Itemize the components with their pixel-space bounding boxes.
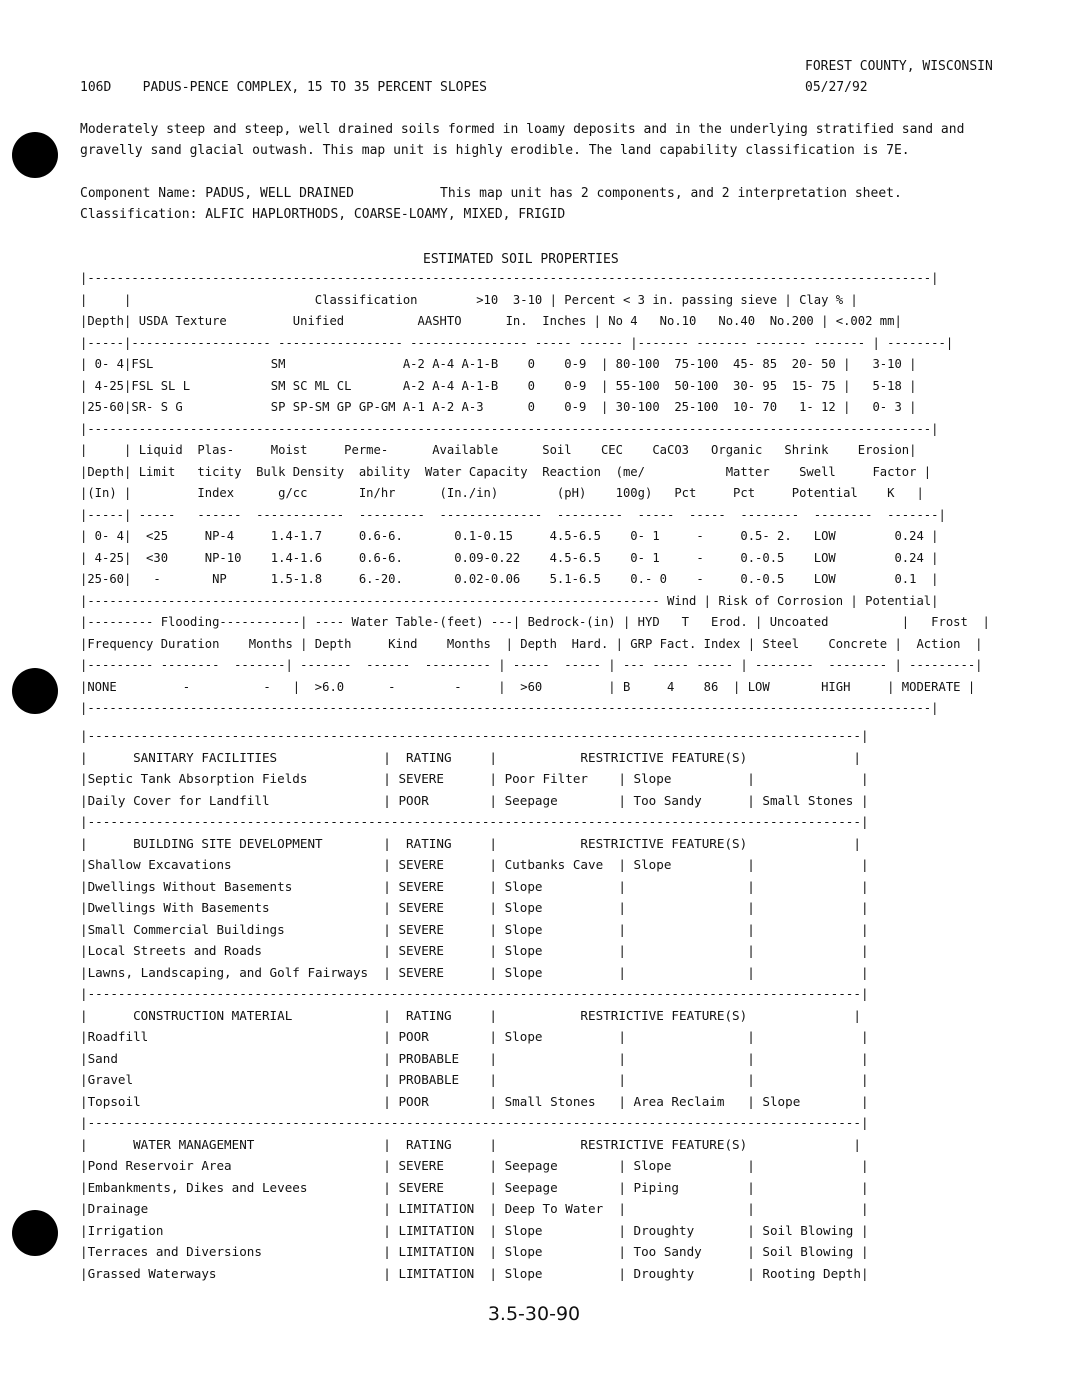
table-line: |--------- -------- -------| ------- ------ --------- | ----- ----- | --- ----- ----- | -------- -------- | ---------| xyxy=(80,658,983,672)
punch-hole xyxy=(12,668,58,714)
rating-line: |Pond Reservoir Area | SEVERE | Seepage | Slope | | xyxy=(80,1158,869,1173)
table-line: |-----|------------------- ----------------- ---------------- ----- ------ |------- ------- ------- ------- | --------| xyxy=(80,335,954,350)
table-line: |25-60| - NP 1.5-1.8 6.-20. 0.02-0.06 5.1-6.5 0.- 0 - 0.-0.5 LOW 0.1 | xyxy=(80,572,939,586)
rating-line: | SANITARY FACILITIES | RATING | RESTRICTIVE FEATURE(S) | xyxy=(80,749,861,765)
table-line: |------------------------------------------------------------------------------ Wind | Risk of Corrosion | Potential| xyxy=(80,593,939,608)
table-line: |-------------------------------------------------------------------------------------------------------------------| xyxy=(80,421,939,436)
unit-description: Moderately steep and steep, well drained soils formed in loamy deposits and in the underlying stratified sand and gravelly sand glacial outwash. This map unit is highly erodible. The land capability classification is 7E. xyxy=(80,122,965,158)
table-line: |-------------------------------------------------------------------------------------------------------------------| xyxy=(80,701,939,715)
component-info xyxy=(80,183,902,225)
rating-line: |Embankments, Dikes and Levees | SEVERE | Seepage | Piping | | xyxy=(80,1179,869,1195)
rating-line: |Septic Tank Absorption Fields | SEVERE | Poor Filter | Slope | | xyxy=(80,771,869,786)
county-date-header xyxy=(805,56,993,98)
punch-hole xyxy=(12,132,58,178)
table-line: |Frequency Duration Months | Depth Kind Months | Depth Hard. | GRP Fact. Index | Steel Concrete | Action | xyxy=(80,636,983,651)
table-line: | 4-25| <30 NP-10 1.4-1.6 0.6-6. 0.09-0.22 4.5-6.5 0- 1 - 0.-0.5 LOW 0.24 | xyxy=(80,550,939,565)
rating-line: |Roadfill | POOR | Slope | | | xyxy=(80,1029,869,1044)
rating-line: |------------------------------------------------------------------------------------------------------| xyxy=(80,1115,869,1130)
rating-line: |Terraces and Diversions | LIMITATION | Slope | Too Sandy | Soil Blowing | xyxy=(80,1244,869,1259)
rating-line: |Shallow Excavations | SEVERE | Cutbanks Cave | Slope | | xyxy=(80,857,869,872)
table-line: | 0- 4|FSL SM A-2 A-4 A-1-B 0 0-9 | 80-100 75-100 45- 85 20- 50 | 3-10 | xyxy=(80,357,917,371)
rating-line: |------------------------------------------------------------------------------------------------------| xyxy=(80,814,869,829)
rating-line: |Small Commercial Buildings | SEVERE | Slope | | | xyxy=(80,921,869,937)
rating-line: |Grassed Waterways | LIMITATION | Slope | Droughty | Rooting Depth| xyxy=(80,1265,869,1281)
table-line: |--------- Flooding-----------| ---- Water Table-(feet) ---| Bedrock-(in) | HYD T Erod. | Uncoated | Frost | xyxy=(80,615,990,629)
rating-line: |Local Streets and Roads | SEVERE | Slope | | | xyxy=(80,943,869,958)
rating-line: |Topsoil | POOR | Small Stones | Area Reclaim | Slope | xyxy=(80,1093,869,1109)
rating-line: |Lawns, Landscaping, and Golf Fairways | SEVERE | Slope | | | xyxy=(80,964,869,980)
rating-line: | CONSTRUCTION MATERIAL | RATING | RESTRICTIVE FEATURE(S) | xyxy=(80,1007,861,1023)
table-line: | | Classification >10 3-10 | Percent < 3 in. passing sieve | Clay % | xyxy=(80,292,858,307)
rating-line: | WATER MANAGEMENT | RATING | RESTRICTIVE FEATURE(S) | xyxy=(80,1136,861,1152)
rating-line: |Dwellings With Basements | SEVERE | Slope | | | xyxy=(80,900,869,915)
map-unit-title: 106D PADUS-PENCE COMPLEX, 15 TO 35 PERCENT SLOPES xyxy=(80,80,487,95)
table-line: |Depth| USDA Texture Unified AASHTO In. Inches | No 4 No.10 No.40 No.200 | <.002 mm| xyxy=(80,314,902,328)
interpretation-ratings-table xyxy=(80,725,869,1284)
punch-hole xyxy=(12,1210,58,1256)
table-line: | | Liquid Plas- Moist Perme- Available Soil CEC CaCO3 Organic Shrink Erosion| xyxy=(80,443,917,457)
rating-line: |Daily Cover for Landfill | POOR | Seepage | Too Sandy | Small Stones | xyxy=(80,792,869,808)
rating-line: |Sand | PROBABLE | | | | xyxy=(80,1050,869,1066)
rating-line: |Gravel | PROBABLE | | | | xyxy=(80,1072,869,1087)
soil-properties-table xyxy=(80,268,990,720)
table-line: | 0- 4| <25 NP-4 1.4-1.7 0.6-6. 0.1-0.15 4.5-6.5 0- 1 - 0.5- 2. LOW 0.24 | xyxy=(80,529,939,543)
soil-properties-title: ESTIMATED SOIL PROPERTIES xyxy=(423,252,619,267)
table-line: | 4-25|FSL SL L SM SC ML CL A-2 A-4 A-1-B 0 0-9 | 55-100 50-100 30- 95 15- 75 | 5-18 | xyxy=(80,378,917,393)
table-line: |NONE - - | >6.0 - - | >60 | B 4 86 | LOW HIGH | MODERATE | xyxy=(80,679,976,694)
rating-line: |Irrigation | LIMITATION | Slope | Droughty | Soil Blowing | xyxy=(80,1222,869,1238)
page-number: 3.5-30-90 xyxy=(487,1303,581,1325)
table-line: |(In) | Index g/cc In/hr (In./in) (pH) 100g) Pct Pct Potential K | xyxy=(80,486,924,500)
report-date: 05/27/92 xyxy=(805,80,868,95)
rating-line: |Dwellings Without Basements | SEVERE | Slope | | | xyxy=(80,878,869,894)
rating-line: |------------------------------------------------------------------------------------------------------| xyxy=(80,728,869,743)
county-name: FOREST COUNTY, WISCONSIN xyxy=(805,59,993,74)
rating-line: | BUILDING SITE DEVELOPMENT | RATING | RESTRICTIVE FEATURE(S) | xyxy=(80,835,861,851)
component-name-line: Component Name: PADUS, WELL DRAINED This map unit has 2 components, and 2 interpretation sheet. xyxy=(80,186,902,201)
rating-line: |------------------------------------------------------------------------------------------------------| xyxy=(80,986,869,1001)
rating-line: |Drainage | LIMITATION | Deep To Water | | | xyxy=(80,1201,869,1216)
table-line: |Depth| Limit ticity Bulk Density ability Water Capacity Reaction (me/ Matter Swell Factor | xyxy=(80,464,932,479)
classification-line: Classification: ALFIC HAPLORTHODS, COARSE-LOAMY, MIXED, FRIGID xyxy=(80,207,566,222)
table-line: |-----| ----- ------ ------------ --------- -------------- --------- ----- ----- -------- -------- -------| xyxy=(80,507,946,522)
table-line: |-------------------------------------------------------------------------------------------------------------------| xyxy=(80,271,939,285)
table-line: |25-60|SR- S G SP SP-SM GP GP-GM A-1 A-2 A-3 0 0-9 | 30-100 25-100 10- 70 1- 12 | 0- 3 | xyxy=(80,400,917,414)
